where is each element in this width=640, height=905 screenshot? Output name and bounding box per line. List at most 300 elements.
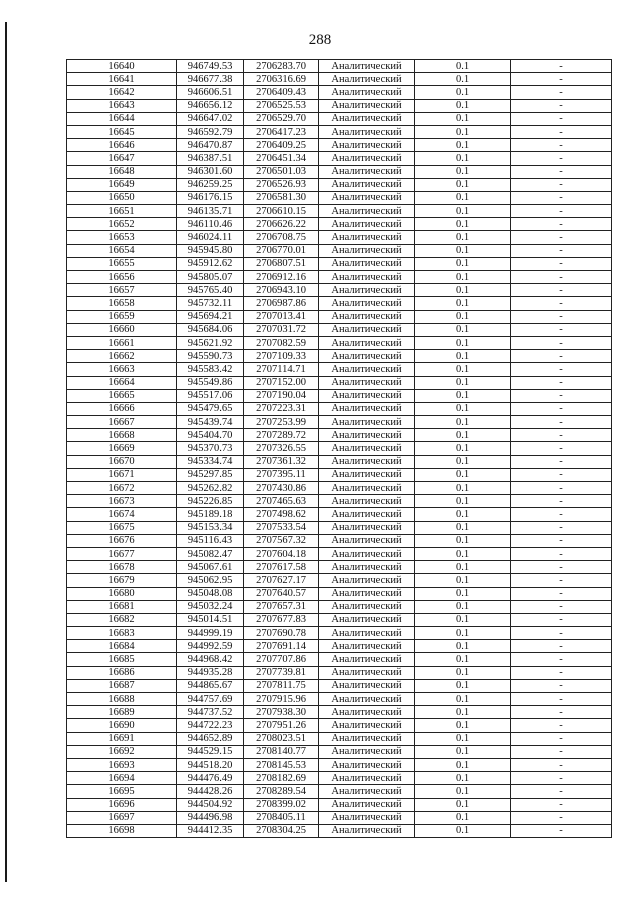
method-cell: Аналитический	[319, 416, 415, 429]
y-coordinate-cell: 2706526.93	[244, 178, 319, 191]
accuracy-cell: 0.1	[415, 798, 511, 811]
note-cell: -	[511, 574, 612, 587]
note-cell: -	[511, 178, 612, 191]
accuracy-cell: 0.1	[415, 521, 511, 534]
y-coordinate-cell: 2707190.04	[244, 389, 319, 402]
accuracy-cell: 0.1	[415, 666, 511, 679]
y-coordinate-cell: 2707430.86	[244, 482, 319, 495]
table-row	[67, 521, 612, 534]
table-row	[67, 165, 612, 178]
accuracy-cell: 0.1	[415, 758, 511, 771]
accuracy-cell: 0.1	[415, 600, 511, 613]
point-number-cell: 16658	[67, 297, 177, 310]
point-number-cell: 16642	[67, 86, 177, 99]
accuracy-cell: 0.1	[415, 824, 511, 837]
y-coordinate-cell: 2707657.31	[244, 600, 319, 613]
x-coordinate-cell: 945945.80	[177, 244, 244, 257]
y-coordinate-cell: 2707533.54	[244, 521, 319, 534]
method-cell: Аналитический	[319, 271, 415, 284]
method-cell: Аналитический	[319, 336, 415, 349]
method-cell: Аналитический	[319, 706, 415, 719]
table-row	[67, 679, 612, 692]
method-cell: Аналитический	[319, 824, 415, 837]
x-coordinate-cell: 946135.71	[177, 205, 244, 218]
x-coordinate-cell: 946647.02	[177, 112, 244, 125]
y-coordinate-cell: 2708304.25	[244, 824, 319, 837]
y-coordinate-cell: 2706943.10	[244, 284, 319, 297]
x-coordinate-cell: 945684.06	[177, 323, 244, 336]
note-cell: -	[511, 798, 612, 811]
accuracy-cell: 0.1	[415, 376, 511, 389]
accuracy-cell: 0.1	[415, 534, 511, 547]
note-cell: -	[511, 785, 612, 798]
method-cell: Аналитический	[319, 455, 415, 468]
y-coordinate-cell: 2706770.01	[244, 244, 319, 257]
note-cell: -	[511, 627, 612, 640]
point-number-cell: 16667	[67, 416, 177, 429]
accuracy-cell: 0.1	[415, 745, 511, 758]
note-cell: -	[511, 811, 612, 824]
point-number-cell: 16668	[67, 429, 177, 442]
accuracy-cell: 0.1	[415, 231, 511, 244]
note-cell: -	[511, 455, 612, 468]
method-cell: Аналитический	[319, 587, 415, 600]
accuracy-cell: 0.1	[415, 561, 511, 574]
table-row	[67, 323, 612, 336]
method-cell: Аналитический	[319, 73, 415, 86]
table-row	[67, 218, 612, 231]
x-coordinate-cell: 945370.73	[177, 442, 244, 455]
x-coordinate-cell: 946592.79	[177, 125, 244, 138]
point-number-cell: 16686	[67, 666, 177, 679]
note-cell: -	[511, 495, 612, 508]
table-row	[67, 297, 612, 310]
accuracy-cell: 0.1	[415, 60, 511, 73]
table-row	[67, 257, 612, 270]
method-cell: Аналитический	[319, 666, 415, 679]
point-number-cell: 16670	[67, 455, 177, 468]
method-cell: Аналитический	[319, 811, 415, 824]
method-cell: Аналитический	[319, 600, 415, 613]
accuracy-cell: 0.1	[415, 86, 511, 99]
method-cell: Аналитический	[319, 627, 415, 640]
method-cell: Аналитический	[319, 442, 415, 455]
table-row	[67, 534, 612, 547]
table-row	[67, 561, 612, 574]
accuracy-cell: 0.1	[415, 547, 511, 560]
y-coordinate-cell: 2707361.32	[244, 455, 319, 468]
x-coordinate-cell: 945048.08	[177, 587, 244, 600]
note-cell: -	[511, 416, 612, 429]
x-coordinate-cell: 945549.86	[177, 376, 244, 389]
page-number: 288	[308, 32, 332, 48]
accuracy-cell: 0.1	[415, 679, 511, 692]
table-row	[67, 547, 612, 560]
accuracy-cell: 0.1	[415, 640, 511, 653]
note-cell: -	[511, 297, 612, 310]
point-number-cell: 16690	[67, 719, 177, 732]
table-row	[67, 811, 612, 824]
x-coordinate-cell: 945334.74	[177, 455, 244, 468]
y-coordinate-cell: 2706525.53	[244, 99, 319, 112]
point-number-cell: 16680	[67, 587, 177, 600]
accuracy-cell: 0.1	[415, 429, 511, 442]
table-row	[67, 508, 612, 521]
note-cell: -	[511, 99, 612, 112]
point-number-cell: 16683	[67, 627, 177, 640]
accuracy-cell: 0.1	[415, 587, 511, 600]
point-number-cell: 16675	[67, 521, 177, 534]
x-coordinate-cell: 945189.18	[177, 508, 244, 521]
y-coordinate-cell: 2707567.32	[244, 534, 319, 547]
x-coordinate-cell: 945765.40	[177, 284, 244, 297]
note-cell: -	[511, 587, 612, 600]
method-cell: Аналитический	[319, 165, 415, 178]
point-number-cell: 16648	[67, 165, 177, 178]
note-cell: -	[511, 600, 612, 613]
point-number-cell: 16689	[67, 706, 177, 719]
note-cell: -	[511, 257, 612, 270]
note-cell: -	[511, 758, 612, 771]
table-row	[67, 824, 612, 837]
x-coordinate-cell: 945067.61	[177, 561, 244, 574]
table-row	[67, 693, 612, 706]
y-coordinate-cell: 2706409.43	[244, 86, 319, 99]
x-coordinate-cell: 945032.24	[177, 600, 244, 613]
table-row	[67, 336, 612, 349]
table-row	[67, 99, 612, 112]
table-row	[67, 613, 612, 626]
table-row	[67, 112, 612, 125]
accuracy-cell: 0.1	[415, 508, 511, 521]
table-row	[67, 429, 612, 442]
note-cell: -	[511, 666, 612, 679]
method-cell: Аналитический	[319, 495, 415, 508]
note-cell: -	[511, 218, 612, 231]
y-coordinate-cell: 2706626.22	[244, 218, 319, 231]
note-cell: -	[511, 547, 612, 560]
y-coordinate-cell: 2707223.31	[244, 402, 319, 415]
accuracy-cell: 0.1	[415, 653, 511, 666]
x-coordinate-cell: 946176.15	[177, 191, 244, 204]
x-coordinate-cell: 945116.43	[177, 534, 244, 547]
note-cell: -	[511, 468, 612, 481]
table-row	[67, 442, 612, 455]
accuracy-cell: 0.1	[415, 165, 511, 178]
note-cell: -	[511, 508, 612, 521]
x-coordinate-cell: 946470.87	[177, 139, 244, 152]
table-row	[67, 284, 612, 297]
method-cell: Аналитический	[319, 561, 415, 574]
x-coordinate-cell: 945082.47	[177, 547, 244, 560]
method-cell: Аналитический	[319, 389, 415, 402]
y-coordinate-cell: 2706501.03	[244, 165, 319, 178]
note-cell: -	[511, 60, 612, 73]
method-cell: Аналитический	[319, 376, 415, 389]
note-cell: -	[511, 745, 612, 758]
table-row	[67, 732, 612, 745]
x-coordinate-cell: 946301.60	[177, 165, 244, 178]
x-coordinate-cell: 944865.67	[177, 679, 244, 692]
method-cell: Аналитический	[319, 178, 415, 191]
table-row	[67, 666, 612, 679]
note-cell: -	[511, 284, 612, 297]
accuracy-cell: 0.1	[415, 152, 511, 165]
y-coordinate-cell: 2706708.75	[244, 231, 319, 244]
method-cell: Аналитический	[319, 574, 415, 587]
table-row	[67, 73, 612, 86]
note-cell: -	[511, 271, 612, 284]
table-row	[67, 310, 612, 323]
y-coordinate-cell: 2707326.55	[244, 442, 319, 455]
y-coordinate-cell: 2707082.59	[244, 336, 319, 349]
x-coordinate-cell: 945062.95	[177, 574, 244, 587]
point-number-cell: 16679	[67, 574, 177, 587]
point-number-cell: 16654	[67, 244, 177, 257]
method-cell: Аналитический	[319, 745, 415, 758]
point-number-cell: 16671	[67, 468, 177, 481]
accuracy-cell: 0.1	[415, 125, 511, 138]
point-number-cell: 16666	[67, 402, 177, 415]
y-coordinate-cell: 2707617.58	[244, 561, 319, 574]
table-row	[67, 389, 612, 402]
y-coordinate-cell: 2707951.26	[244, 719, 319, 732]
point-number-cell: 16661	[67, 336, 177, 349]
x-coordinate-cell: 944935.28	[177, 666, 244, 679]
x-coordinate-cell: 944999.19	[177, 627, 244, 640]
y-coordinate-cell: 2707253.99	[244, 416, 319, 429]
point-number-cell: 16672	[67, 482, 177, 495]
accuracy-cell: 0.1	[415, 455, 511, 468]
note-cell: -	[511, 732, 612, 745]
table-row	[67, 495, 612, 508]
note-cell: -	[511, 152, 612, 165]
accuracy-cell: 0.1	[415, 284, 511, 297]
accuracy-cell: 0.1	[415, 139, 511, 152]
point-number-cell: 16663	[67, 363, 177, 376]
method-cell: Аналитический	[319, 86, 415, 99]
method-cell: Аналитический	[319, 244, 415, 257]
method-cell: Аналитический	[319, 231, 415, 244]
method-cell: Аналитический	[319, 350, 415, 363]
note-cell: -	[511, 86, 612, 99]
note-cell: -	[511, 125, 612, 138]
y-coordinate-cell: 2706283.70	[244, 60, 319, 73]
point-number-cell: 16693	[67, 758, 177, 771]
x-coordinate-cell: 946677.38	[177, 73, 244, 86]
note-cell: -	[511, 244, 612, 257]
note-cell: -	[511, 231, 612, 244]
note-cell: -	[511, 139, 612, 152]
method-cell: Аналитический	[319, 719, 415, 732]
x-coordinate-cell: 944968.42	[177, 653, 244, 666]
table-row	[67, 482, 612, 495]
x-coordinate-cell: 944504.92	[177, 798, 244, 811]
note-cell: -	[511, 165, 612, 178]
x-coordinate-cell: 945583.42	[177, 363, 244, 376]
table-row	[67, 745, 612, 758]
accuracy-cell: 0.1	[415, 732, 511, 745]
table-row	[67, 758, 612, 771]
method-cell: Аналитический	[319, 613, 415, 626]
point-number-cell: 16655	[67, 257, 177, 270]
x-coordinate-cell: 946387.51	[177, 152, 244, 165]
method-cell: Аналитический	[319, 785, 415, 798]
x-coordinate-cell: 945439.74	[177, 416, 244, 429]
point-number-cell: 16688	[67, 693, 177, 706]
point-number-cell: 16662	[67, 350, 177, 363]
y-coordinate-cell: 2708023.51	[244, 732, 319, 745]
table-row	[67, 402, 612, 415]
point-number-cell: 16681	[67, 600, 177, 613]
x-coordinate-cell: 944737.52	[177, 706, 244, 719]
accuracy-cell: 0.1	[415, 402, 511, 415]
table-row	[67, 627, 612, 640]
accuracy-cell: 0.1	[415, 613, 511, 626]
point-number-cell: 16659	[67, 310, 177, 323]
y-coordinate-cell: 2708405.11	[244, 811, 319, 824]
table-row	[67, 363, 612, 376]
x-coordinate-cell: 945621.92	[177, 336, 244, 349]
method-cell: Аналитический	[319, 468, 415, 481]
y-coordinate-cell: 2706409.25	[244, 139, 319, 152]
method-cell: Аналитический	[319, 257, 415, 270]
method-cell: Аналитический	[319, 653, 415, 666]
note-cell: -	[511, 191, 612, 204]
table-row	[67, 139, 612, 152]
method-cell: Аналитический	[319, 205, 415, 218]
method-cell: Аналитический	[319, 99, 415, 112]
y-coordinate-cell: 2707395.11	[244, 468, 319, 481]
y-coordinate-cell: 2707938.30	[244, 706, 319, 719]
y-coordinate-cell: 2707498.62	[244, 508, 319, 521]
coordinates-table-body	[67, 60, 612, 838]
note-cell: -	[511, 402, 612, 415]
note-cell: -	[511, 640, 612, 653]
table-row	[67, 587, 612, 600]
method-cell: Аналитический	[319, 139, 415, 152]
y-coordinate-cell: 2707707.86	[244, 653, 319, 666]
accuracy-cell: 0.1	[415, 297, 511, 310]
point-number-cell: 16676	[67, 534, 177, 547]
point-number-cell: 16656	[67, 271, 177, 284]
y-coordinate-cell: 2707627.17	[244, 574, 319, 587]
accuracy-cell: 0.1	[415, 811, 511, 824]
table-row	[67, 798, 612, 811]
accuracy-cell: 0.1	[415, 706, 511, 719]
table-row	[67, 772, 612, 785]
accuracy-cell: 0.1	[415, 191, 511, 204]
table-row	[67, 640, 612, 653]
x-coordinate-cell: 944476.49	[177, 772, 244, 785]
method-cell: Аналитический	[319, 534, 415, 547]
x-coordinate-cell: 946749.53	[177, 60, 244, 73]
method-cell: Аналитический	[319, 547, 415, 560]
y-coordinate-cell: 2707109.33	[244, 350, 319, 363]
accuracy-cell: 0.1	[415, 495, 511, 508]
note-cell: -	[511, 205, 612, 218]
table-row	[67, 455, 612, 468]
y-coordinate-cell: 2707013.41	[244, 310, 319, 323]
x-coordinate-cell: 944496.98	[177, 811, 244, 824]
note-cell: -	[511, 482, 612, 495]
accuracy-cell: 0.1	[415, 323, 511, 336]
method-cell: Аналитический	[319, 772, 415, 785]
method-cell: Аналитический	[319, 323, 415, 336]
method-cell: Аналитический	[319, 218, 415, 231]
point-number-cell: 16698	[67, 824, 177, 837]
note-cell: -	[511, 679, 612, 692]
table-row	[67, 468, 612, 481]
note-cell: -	[511, 336, 612, 349]
note-cell: -	[511, 653, 612, 666]
method-cell: Аналитический	[319, 798, 415, 811]
x-coordinate-cell: 945912.62	[177, 257, 244, 270]
y-coordinate-cell: 2707739.81	[244, 666, 319, 679]
y-coordinate-cell: 2706987.86	[244, 297, 319, 310]
method-cell: Аналитический	[319, 152, 415, 165]
point-number-cell: 16640	[67, 60, 177, 73]
y-coordinate-cell: 2707915.96	[244, 693, 319, 706]
point-number-cell: 16649	[67, 178, 177, 191]
note-cell: -	[511, 363, 612, 376]
note-cell: -	[511, 323, 612, 336]
point-number-cell: 16645	[67, 125, 177, 138]
y-coordinate-cell: 2706316.69	[244, 73, 319, 86]
x-coordinate-cell: 946110.46	[177, 218, 244, 231]
table-row	[67, 152, 612, 165]
y-coordinate-cell: 2706912.16	[244, 271, 319, 284]
point-number-cell: 16660	[67, 323, 177, 336]
method-cell: Аналитический	[319, 60, 415, 73]
method-cell: Аналитический	[319, 112, 415, 125]
accuracy-cell: 0.1	[415, 416, 511, 429]
method-cell: Аналитический	[319, 758, 415, 771]
point-number-cell: 16643	[67, 99, 177, 112]
x-coordinate-cell: 946606.51	[177, 86, 244, 99]
x-coordinate-cell: 946024.11	[177, 231, 244, 244]
note-cell: -	[511, 772, 612, 785]
y-coordinate-cell: 2706581.30	[244, 191, 319, 204]
x-coordinate-cell: 945732.11	[177, 297, 244, 310]
x-coordinate-cell: 945297.85	[177, 468, 244, 481]
y-coordinate-cell: 2708182.69	[244, 772, 319, 785]
accuracy-cell: 0.1	[415, 244, 511, 257]
y-coordinate-cell: 2707677.83	[244, 613, 319, 626]
accuracy-cell: 0.1	[415, 785, 511, 798]
point-number-cell: 16674	[67, 508, 177, 521]
x-coordinate-cell: 945262.82	[177, 482, 244, 495]
x-coordinate-cell: 944652.89	[177, 732, 244, 745]
accuracy-cell: 0.1	[415, 574, 511, 587]
x-coordinate-cell: 945517.06	[177, 389, 244, 402]
note-cell: -	[511, 310, 612, 323]
accuracy-cell: 0.1	[415, 218, 511, 231]
point-number-cell: 16647	[67, 152, 177, 165]
accuracy-cell: 0.1	[415, 350, 511, 363]
point-number-cell: 16641	[67, 73, 177, 86]
table-row	[67, 653, 612, 666]
table-row	[67, 244, 612, 257]
y-coordinate-cell: 2706451.34	[244, 152, 319, 165]
y-coordinate-cell: 2708289.54	[244, 785, 319, 798]
table-row	[67, 125, 612, 138]
table-row	[67, 60, 612, 73]
table-row	[67, 706, 612, 719]
table-row	[67, 205, 612, 218]
point-number-cell: 16673	[67, 495, 177, 508]
accuracy-cell: 0.1	[415, 178, 511, 191]
